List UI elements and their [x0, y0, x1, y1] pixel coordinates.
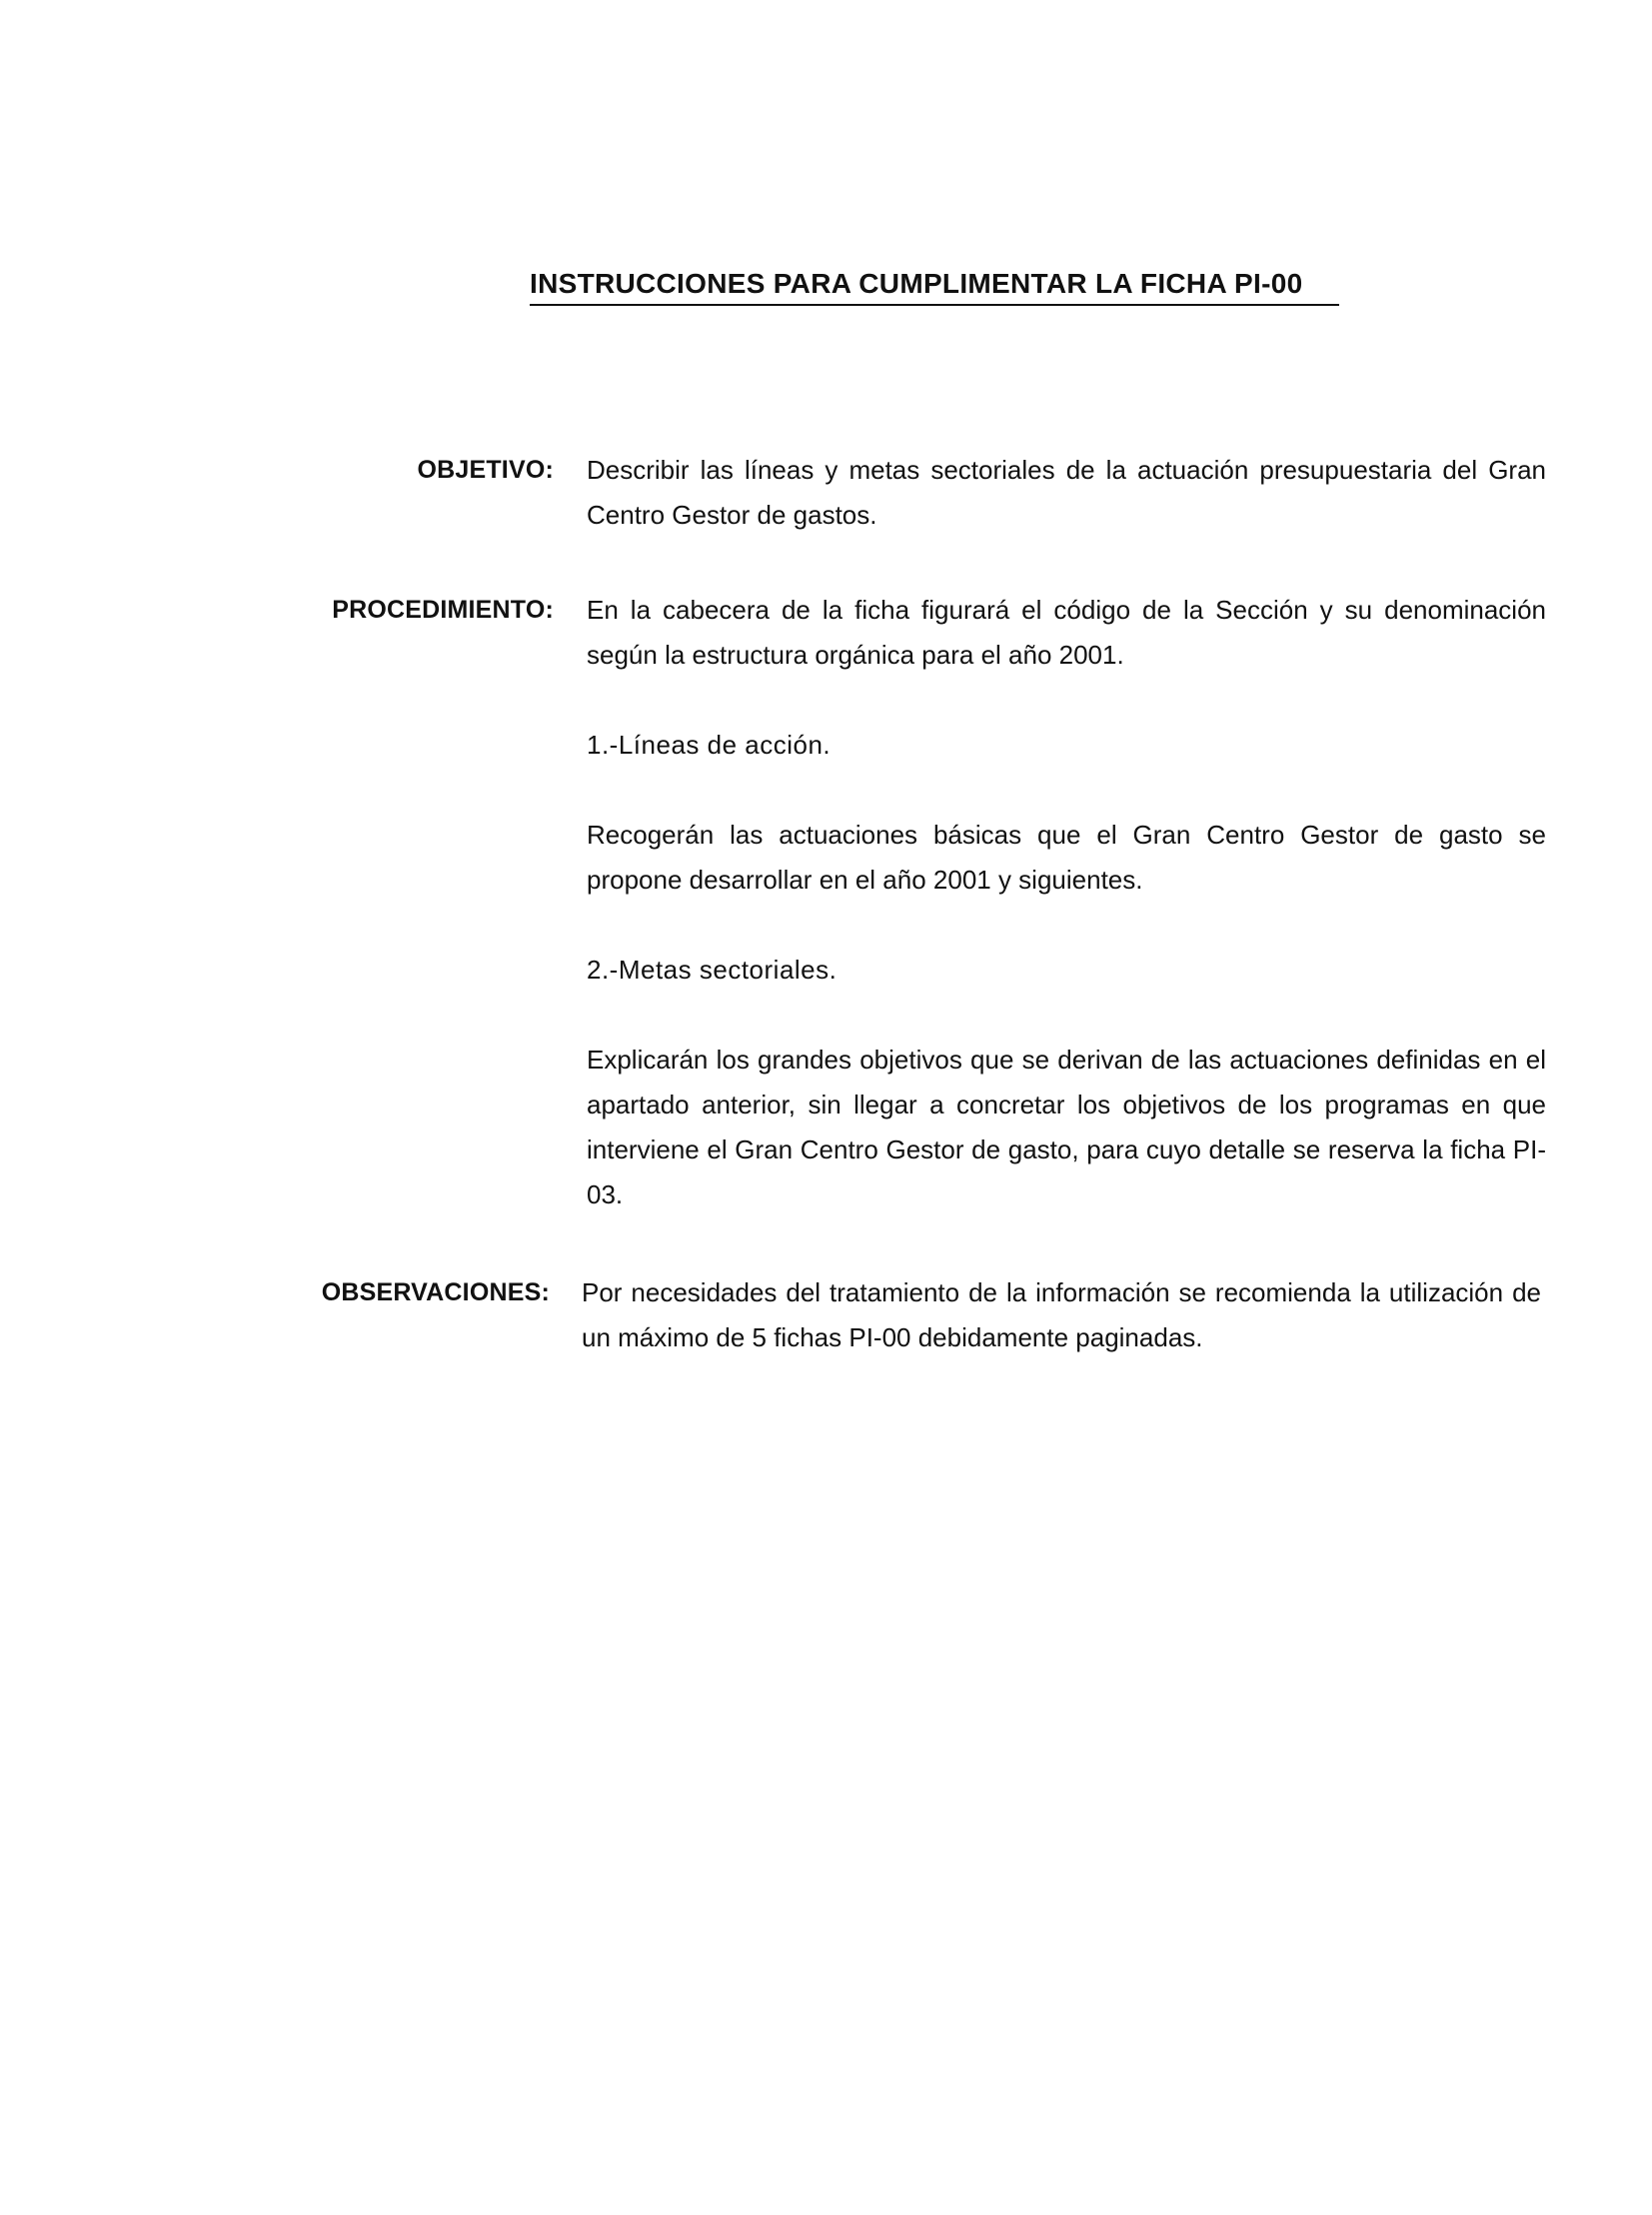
observaciones-label: OBSERVACIONES: [321, 1278, 550, 1306]
objetivo-text: Describir las líneas y metas sectoriales de la actuación presupuestaria del Gran Centro Gestor de gastos. [587, 455, 1546, 530]
procedimiento-item1-heading: 1.-Líneas de acción. [587, 730, 831, 760]
procedimiento-intro: En la cabecera de la ficha figurará el código de la Sección y su denominación según la estructura orgánica para el año 2001. [587, 595, 1546, 670]
document-title: INSTRUCCIONES PARA CUMPLIMENTAR LA FICHA PI-00 [530, 268, 1339, 306]
procedimiento-item1-text: Recogerán las actuaciones básicas que el Gran Centro Gestor de gasto se propone desarrollar en el año 2001 y siguientes. [587, 820, 1546, 895]
observaciones-text: Por necesidades del tratamiento de la información se recomienda la utilización de un máximo de 5 fichas PI-00 debidamente paginadas. [582, 1277, 1541, 1352]
objetivo-label: OBJETIVO: [417, 456, 554, 484]
procedimiento-label: PROCEDIMIENTO: [332, 596, 554, 624]
observaciones-text-block [582, 1270, 1541, 1360]
objetivo-text-block [587, 448, 1546, 538]
procedimiento-item2-text: Explicarán los grandes objetivos que se derivan de las actuaciones definidas en el apartado anterior, sin llegar a concretar los objetivos de los programas en que interviene el Gran Centro Gestor de gasto, para cuyo detalle se reserva la ficha PI-03. [587, 1045, 1546, 1209]
procedimiento-item2-heading: 2.-Metas sectoriales. [587, 955, 837, 985]
procedimiento-text-block [587, 588, 1546, 1217]
